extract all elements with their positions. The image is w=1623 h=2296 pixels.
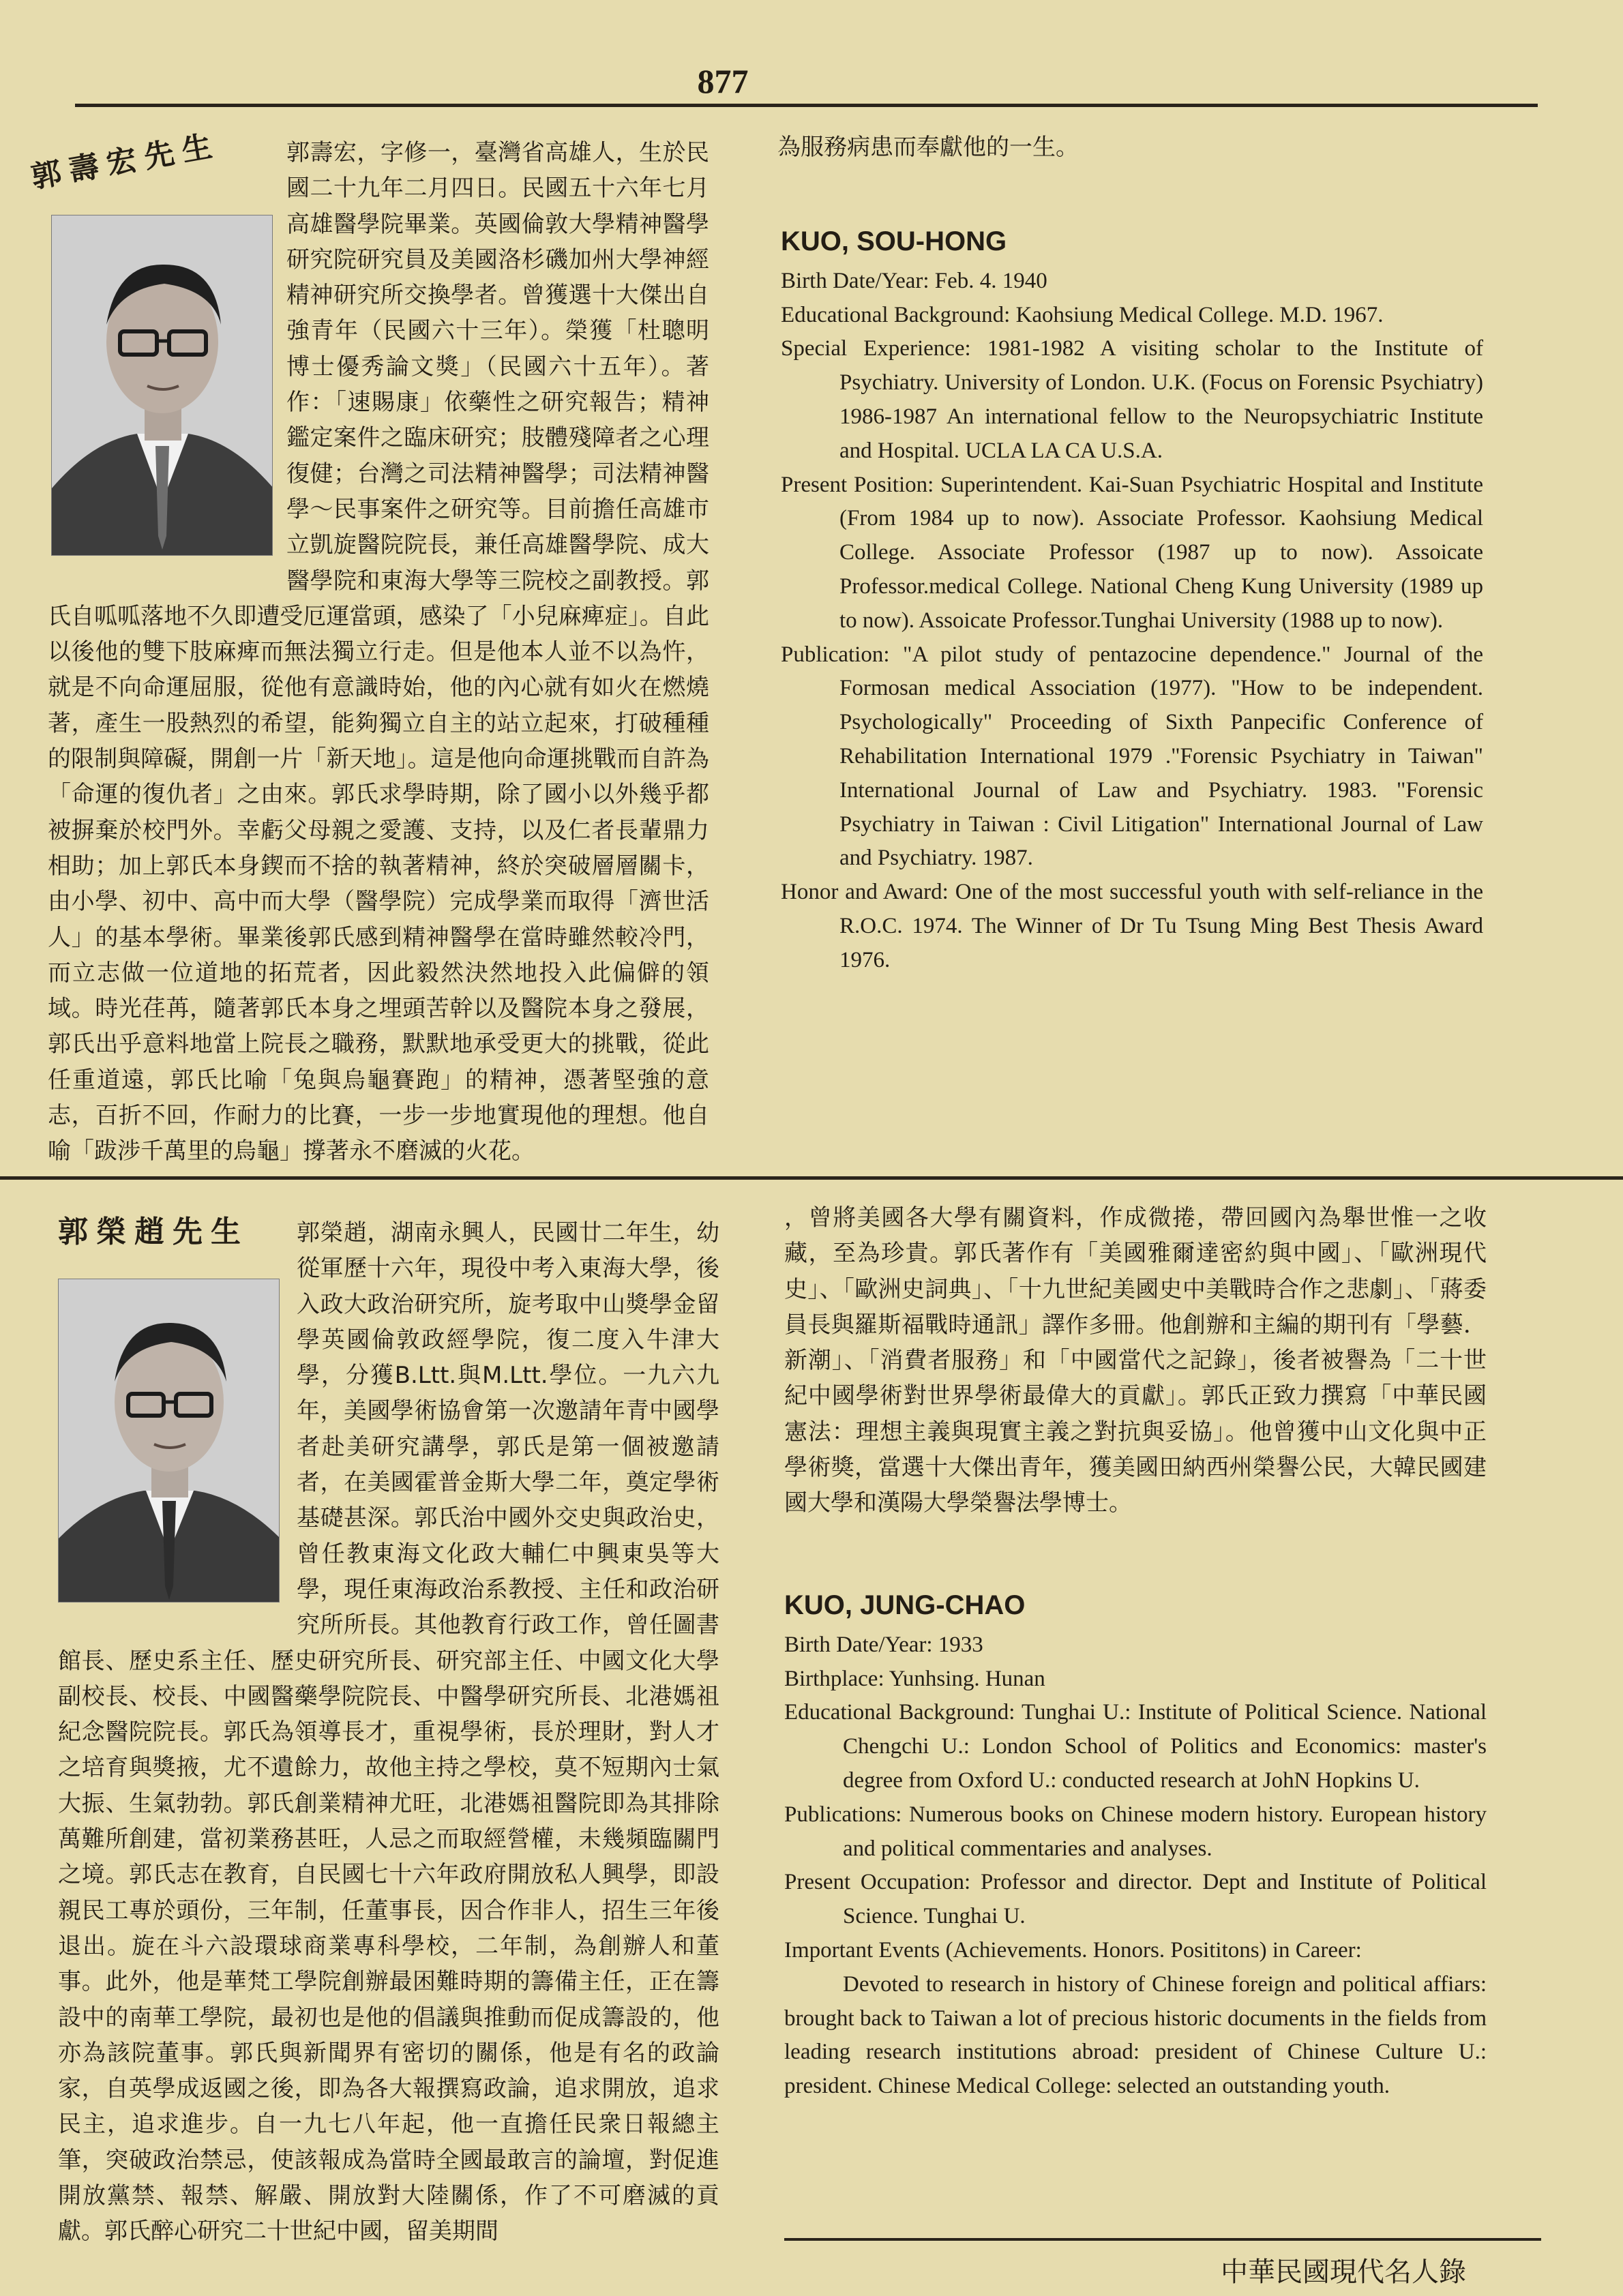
birth-date-entry: Birth Date/Year: 1933 [784, 1632, 983, 1657]
english-biography [784, 1575, 1487, 2104]
english-name-heading: KUO, JUNG-CHAO [784, 1590, 1026, 1620]
photo-spacer [48, 135, 286, 565]
present-position-entry: Present Position: Superintendent. Kai-Suan Psychiatric Hospital and Institute (From 1984 up to now). Associate Professor. Kaohsiung Medical College. Associate Professor (1987 up to now). Assoicate Professor.medical College. National Cheng Kung University (1989 up to now). Assoicate Professor.Tunghai University (1988 up to now). [781, 472, 1483, 633]
present-occupation-entry: Present Occupation: Professor and director. Dept and Institute of Political Science. Tunghai U. [784, 1870, 1487, 1929]
english-biography [781, 211, 1483, 978]
education-entry: Educational Background: Tunghai U.: Institute of Political Science. National Chengchi U.: London School of Politics and Economics: master's degree from Oxford U.: conducted research at JohN Hopkins U. [784, 1700, 1487, 1793]
birthplace-entry: Birthplace: Yunhsing. Hunan [784, 1666, 1045, 1691]
chinese-biography-text: 郭榮趙，湖南永興人，民國廿二年生，幼從軍歷十六年，現役中考入東海大學，後入政大政治研究所，旋考取中山獎學金留學英國倫敦政經學院，復二度入牛津大學，分獲B.Ltt.與M.Ltt.學位。一九六九年，美國學術協會第一次邀請年青中國學者赴美研究講學，郭氏是第一個被邀請者，在美國霍普金斯大學二年，奠定學術基礎甚深。郭氏治中國外交史與政治史，曾任教東海文化政大輔仁中興東吳等大學，現任東海政治系教授、主任和政治研究所所長。其他教育行政工作，曾任圖書館長、歷史系主任、歷史研究所長、研究部主任、中國文化大學副校長、校長、中國醫藥學院院長、中醫學研究所長、北港媽祖紀念醫院院長。郭氏為領導長才，重視學術，長於理財，對人才之培育與獎掖，尤不遺餘力，故他主持之學校，莫不短期內士氣大振、生氣勃勃。郭氏創業精神尤旺，北港媽祖醫院即為其排除萬難所創建，當初業務甚旺，人忌之而取經營權，未幾頻臨關門之境。郭氏志在教育，自民國七十六年政府開放私人興學，即設親民工專於頭份，三年制，任董事長，因合作非人，招生三年後退出。旋在斗六設環球商業專科學校，二年制，為創辦人和董事。此外，他是華梵工學院創辦最困難時期的籌備主任，正在籌設中的南華工學院，最初也是他的倡議與推動而促成籌設的，他亦為該院董事。郭氏與新聞界有密切的關係，他是有名的政論家，自英學成返國之後，即為各大報撰寫政論，追求開放，追求民主，追求進步。自一九七八年起，他一直擔任民衆日報總主筆，突破政治禁忌，使該報成為當時全國最敢言的論壇，對促進開放黨禁、報禁、解嚴、開放對大陸關係，作了不可磨滅的貢獻。郭氏醉心研究二十世紀中國，留美期間 [58, 1215, 719, 2224]
birth-date-entry: Birth Date/Year: Feb. 4. 1940 [781, 268, 1047, 293]
footer-rule [784, 2238, 1541, 2241]
publications-entry: Publications: Numerous books on Chinese modern history. European history and political commentaries and analyses. [784, 1802, 1487, 1861]
career-paragraph: Devoted to research in history of Chinese foreign and political affiars: brought back to Taiwan a lot of precious historic documents in the fields from leading research institutions abroad: president of Chinese Culture U.: president. Chinese Medical College: selected an outstanding youth. [784, 1971, 1487, 2099]
section-divider [0, 1176, 1623, 1180]
chinese-biography-continued: 為服務病患而奉獻他的一生。 [777, 134, 1079, 161]
photo-spacer [58, 1215, 297, 1617]
header-rule [75, 104, 1538, 107]
english-name-heading: KUO, SOU-HONG [781, 226, 1007, 256]
page-number: 877 [697, 62, 749, 100]
person-name-label: 郭壽宏先生 [28, 128, 223, 196]
important-events-entry: Important Events (Achievements. Honors. Posititons) in Career: [784, 1937, 1362, 1963]
education-entry: Educational Background: Kaohsiung Medical College. M.D. 1967. [781, 302, 1384, 327]
publication-entry: Publication: "A pilot study of pentazocine dependence." Journal of the Formosan medical Association (1977). "How to be independent. Psychologically" Proceeding of Sixth Panpecific Conference of Rehabilitation International 1979 ."Forensic Psychiatry in Taiwan" International Journal of Law and Psychiatry. 1983. "Forensic Psychiatry in Taiwan : Civil Litigation" International Journal of Law and Psychiatry. 1987. [781, 642, 1483, 871]
footer-title: 中華民國現代名人錄 [1221, 2256, 1466, 2288]
chinese-biography-text: 郭壽宏，字修一，臺灣省高雄人，生於民國二十九年二月四日。民國五十六年七月高雄醫學院畢業。英國倫敦大學精神醫學研究院研究員及美國洛杉磯加州大學神經精神研究所交換學者。曾獲選十大傑出自強青年（民國六十三年）。榮獲「杜聰明博士優秀論文獎」（民國六十五年）。著作：「速賜康」依藥性之研究報告；精神鑑定案件之臨床研究；肢體殘障者之心理復健；台灣之司法精神醫學；司法精神醫學～民事案件之研究等。目前擔任高雄市立凱旋醫院院長，兼任高雄醫學院、成大醫學院和東海大學等三院校之副教授。郭氏自呱呱落地不久即遭受厄運當頭，感染了「小兒麻痺症」。自此以後他的雙下肢麻痺而無法獨立行走。但是他本人並不以為忤，就是不向命運屈服，從他有意識時始，他的內心就有如火在燃燒著，產生一股熱烈的希望，能夠獨立自主的站立起來，打破種種的限制與障礙，開創一片「新天地」。這是他向命運挑戰而自許為「命運的復仇者」之由來。郭氏求學時期，除了國小以外幾乎都被摒棄於校門外。幸虧父母親之愛護、支持，以及仁者長輩鼎力相助；加上郭氏本身鍥而不捨的執著精神，終於突破層層關卡，由小學、初中、高中而大學（醫學院）完成學業而取得「濟世活人」的基本學術。畢業後郭氏感到精神醫學在當時雖然較冷門，而立志做一位道地的拓荒者，因此毅然決然地投入此偏僻的領域。時光荏苒，隨著郭氏本身之埋頭苦幹以及醫院本身之發展，郭氏出乎意料地當上院長之職務，默默地承受更大的挑戰，從此任重道遠，郭氏比喻「兔與烏龜賽跑」的精神，憑著堅強的意志，百折不回，作耐力的比賽，一步一步地實現他的理想。他自喻「跋涉千萬里的烏龜」撐著永不磨滅的火花。 [48, 135, 709, 1158]
person-name-label: 郭榮趙先生 [58, 1214, 249, 1249]
chinese-biography-continued: ，曾將美國各大學有關資料，作成微捲，帶回國內為舉世惟一之收藏，至為珍貴。郭氏著作有「美國雅爾達密約與中國」、「歐洲現代史」、「歐洲史詞典」、「十九世紀美國史中美戰時合作之悲劇」、「蔣委員長與羅斯福戰時通訊」譯作多冊。他創辦和主編的期刊有「學藝．新潮」、「消費者服務」和「中國當代之記錄」，後者被譽為「二十世紀中國學術對世界學術最偉大的貢獻」。郭氏正致力撰寫「中華民國憲法：理想主義與現實主義之對抗與妥協」。他曾獲中山文化與中正學術獎，當選十大傑出青年，獲美國田納西州榮譽公民，大韓民國建國大學和漢陽大學榮譽法學博士。 [784, 1204, 1487, 1517]
honor-award-entry: Honor and Award: One of the most successful youth with self-reliance in the R.O.C. 1974. The Winner of Dr Tu Tsung Ming Best Thesis Award 1976. [781, 880, 1483, 972]
special-experience-entry: Special Experience: 1981-1982 A visiting scholar to the Institute of Psychiatry. University of London. U.K. (Focus on Forensic Psychiatry) 1986-1987 An international fellow to the Neuropsychiatric Institute and Hospital. UCLA LA CA U.S.A. [781, 336, 1483, 463]
